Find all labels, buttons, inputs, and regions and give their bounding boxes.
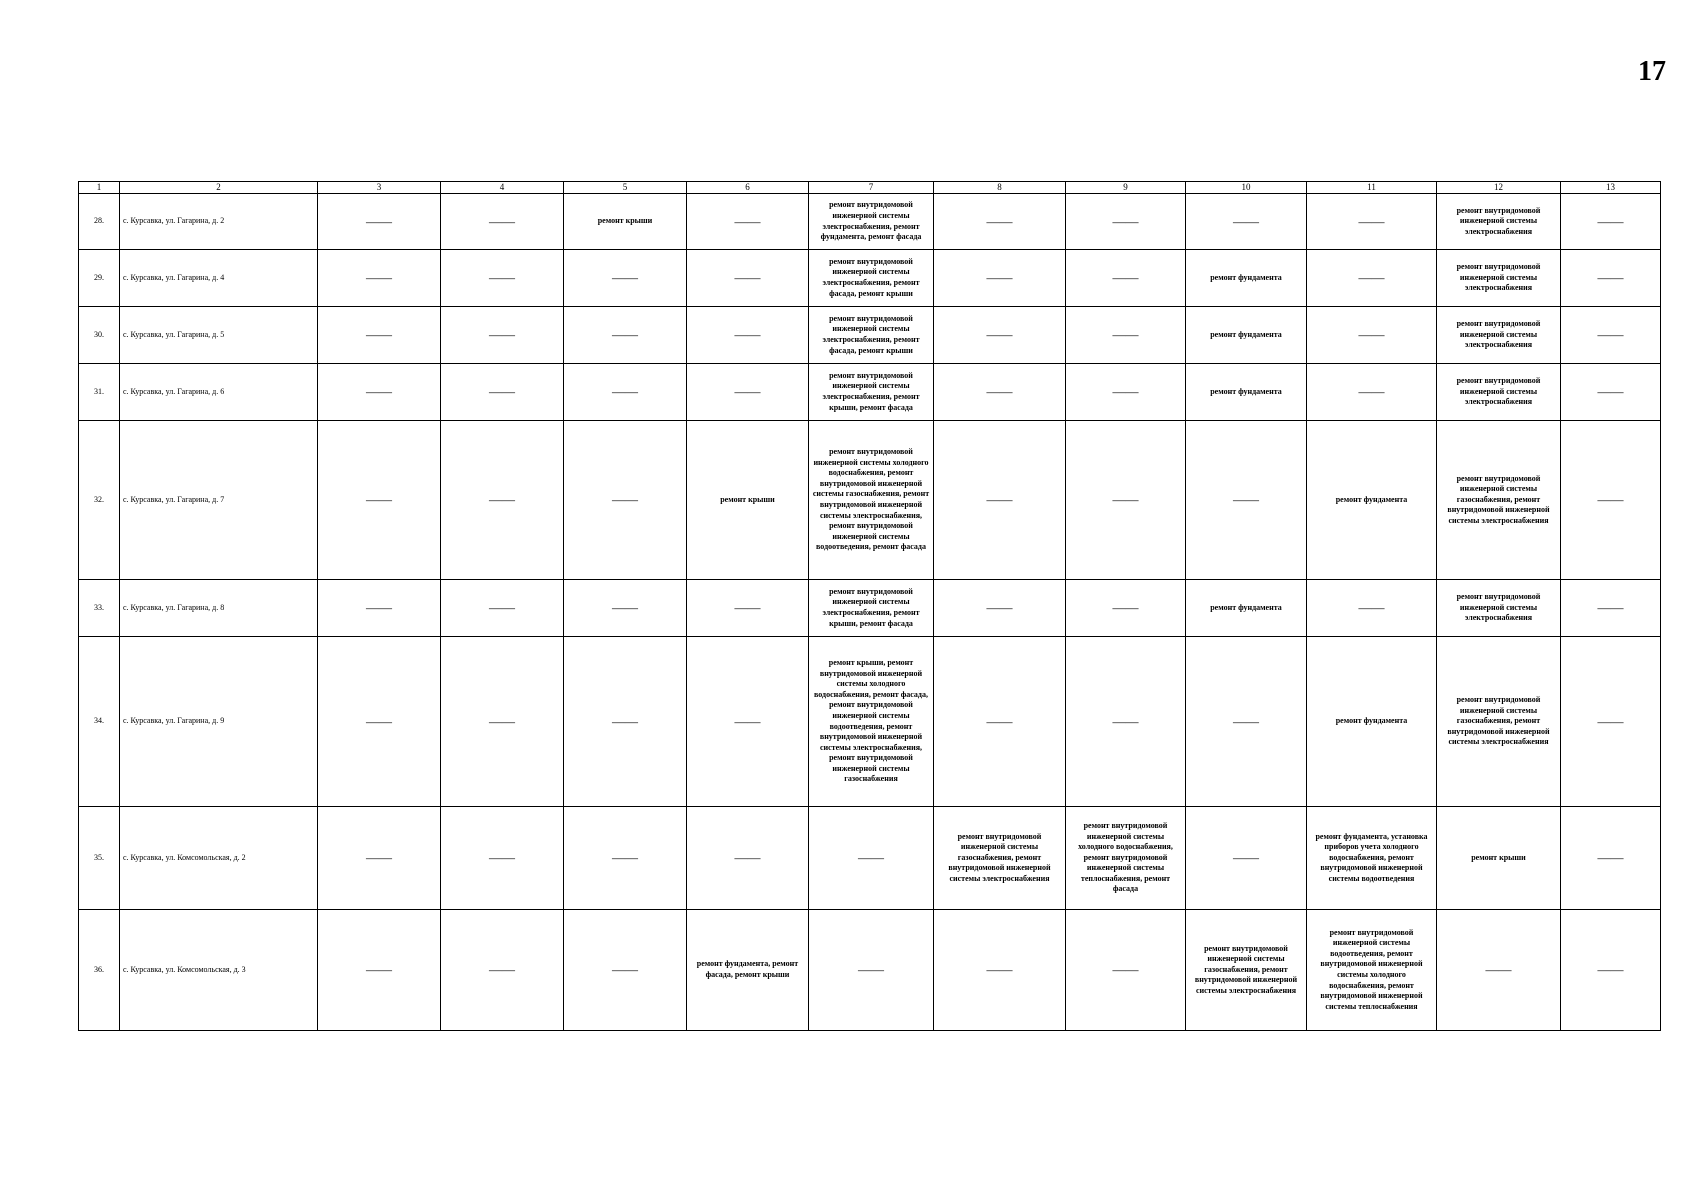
column-number: 6 <box>687 182 809 194</box>
table-row <box>79 307 1661 364</box>
empty-dash-cell: —— <box>1561 580 1661 637</box>
empty-dash-cell: —— <box>1307 364 1437 421</box>
empty-dash-cell: —— <box>564 580 687 637</box>
row-number: 36. <box>79 910 120 1031</box>
work-description-cell: ремонт внутридомовой инженерной системы газоснабжения, ремонт внутридомовой инженерной системы электроснабжения <box>1186 910 1307 1031</box>
empty-dash-cell: —— <box>934 580 1066 637</box>
empty-dash-cell: —— <box>318 250 441 307</box>
address-cell: с. Курсавка, ул. Гагарина, д. 8 <box>120 580 318 637</box>
empty-dash-cell: —— <box>1186 421 1307 580</box>
empty-dash-cell: —— <box>318 637 441 807</box>
empty-dash-cell: —— <box>1066 580 1186 637</box>
address-cell: с. Курсавка, ул. Гагарина, д. 2 <box>120 194 318 250</box>
row-number: 32. <box>79 421 120 580</box>
work-description-cell: ремонт фундамента, ремонт фасада, ремонт крыши <box>687 910 809 1031</box>
work-description-cell: ремонт внутридомовой инженерной системы электроснабжения <box>1437 250 1561 307</box>
empty-dash-cell: —— <box>1561 637 1661 807</box>
empty-dash-cell: —— <box>1307 250 1437 307</box>
address-cell: с. Курсавка, ул. Гагарина, д. 5 <box>120 307 318 364</box>
work-description-cell: ремонт фундамента <box>1186 250 1307 307</box>
empty-dash-cell: —— <box>1561 364 1661 421</box>
empty-dash-cell: —— <box>1561 807 1661 910</box>
work-description-cell: ремонт внутридомовой инженерной системы газоснабжения, ремонт внутридомовой инженерной системы электроснабжения <box>1437 637 1561 807</box>
work-description-cell: ремонт внутридомовой инженерной системы газоснабжения, ремонт внутридомовой инженерной системы электроснабжения <box>1437 421 1561 580</box>
empty-dash-cell: —— <box>934 250 1066 307</box>
work-description-cell: ремонт внутридомовой инженерной системы электроснабжения, ремонт крыши, ремонт фасада <box>809 580 934 637</box>
work-description-cell: ремонт фундамента, установка приборов учета холодного водоснабжения, ремонт внутридомовой инженерной системы водоотведения <box>1307 807 1437 910</box>
empty-dash-cell: —— <box>441 637 564 807</box>
empty-dash-cell: —— <box>564 307 687 364</box>
work-description-cell: ремонт внутридомовой инженерной системы электроснабжения <box>1437 194 1561 250</box>
empty-dash-cell: —— <box>687 250 809 307</box>
table-row <box>79 637 1661 807</box>
row-number: 33. <box>79 580 120 637</box>
empty-dash-cell: —— <box>809 807 934 910</box>
column-number: 12 <box>1437 182 1561 194</box>
empty-dash-cell: —— <box>687 194 809 250</box>
empty-dash-cell: —— <box>564 637 687 807</box>
row-number: 34. <box>79 637 120 807</box>
empty-dash-cell: —— <box>318 910 441 1031</box>
empty-dash-cell: —— <box>441 194 564 250</box>
work-description-cell: ремонт фундамента <box>1307 637 1437 807</box>
empty-dash-cell: —— <box>564 364 687 421</box>
work-description-cell: ремонт фундамента <box>1186 307 1307 364</box>
work-description-cell: ремонт крыши <box>1437 807 1561 910</box>
empty-dash-cell: —— <box>934 307 1066 364</box>
address-cell: с. Курсавка, ул. Гагарина, д. 6 <box>120 364 318 421</box>
empty-dash-cell: —— <box>1186 194 1307 250</box>
empty-dash-cell: —— <box>441 910 564 1031</box>
empty-dash-cell: —— <box>934 364 1066 421</box>
empty-dash-cell: —— <box>1066 250 1186 307</box>
row-number: 35. <box>79 807 120 910</box>
table-row <box>79 250 1661 307</box>
empty-dash-cell: —— <box>441 364 564 421</box>
empty-dash-cell: —— <box>1186 807 1307 910</box>
column-number: 2 <box>120 182 318 194</box>
page-number: 17 <box>1638 56 1666 87</box>
column-number: 5 <box>564 182 687 194</box>
repair-schedule-table <box>78 181 1661 1031</box>
empty-dash-cell: —— <box>1561 910 1661 1031</box>
empty-dash-cell: —— <box>934 637 1066 807</box>
work-description-cell: ремонт фундамента <box>1186 580 1307 637</box>
empty-dash-cell: —— <box>441 250 564 307</box>
work-description-cell: ремонт крыши <box>687 421 809 580</box>
column-number-row <box>79 182 1661 194</box>
work-description-cell: ремонт внутридомовой инженерной системы электроснабжения <box>1437 307 1561 364</box>
work-description-cell: ремонт внутридомовой инженерной системы газоснабжения, ремонт внутридомовой инженерной системы электроснабжения <box>934 807 1066 910</box>
empty-dash-cell: —— <box>1066 307 1186 364</box>
work-description-cell: ремонт внутридомовой инженерной системы электроснабжения, ремонт фасада, ремонт крыши <box>809 250 934 307</box>
empty-dash-cell: —— <box>1437 910 1561 1031</box>
address-cell: с. Курсавка, ул. Гагарина, д. 4 <box>120 250 318 307</box>
row-number: 31. <box>79 364 120 421</box>
empty-dash-cell: —— <box>1066 421 1186 580</box>
column-number: 4 <box>441 182 564 194</box>
column-number: 3 <box>318 182 441 194</box>
work-description-cell: ремонт внутридомовой инженерной системы водоотведения, ремонт внутридомовой инженерной системы холодного водоснабжения, ремонт внутридомовой инженерной системы теплоснабжения <box>1307 910 1437 1031</box>
empty-dash-cell: —— <box>318 194 441 250</box>
work-description-cell: ремонт крыши <box>564 194 687 250</box>
table-row <box>79 421 1661 580</box>
column-number: 13 <box>1561 182 1661 194</box>
empty-dash-cell: —— <box>1186 637 1307 807</box>
empty-dash-cell: —— <box>564 250 687 307</box>
empty-dash-cell: —— <box>687 364 809 421</box>
empty-dash-cell: —— <box>1561 194 1661 250</box>
row-number: 28. <box>79 194 120 250</box>
empty-dash-cell: —— <box>441 421 564 580</box>
empty-dash-cell: —— <box>1307 580 1437 637</box>
work-description-cell: ремонт фундамента <box>1186 364 1307 421</box>
empty-dash-cell: —— <box>1066 194 1186 250</box>
address-cell: с. Курсавка, ул. Комсомольская, д. 2 <box>120 807 318 910</box>
empty-dash-cell: —— <box>564 910 687 1031</box>
address-cell: с. Курсавка, ул. Гагарина, д. 7 <box>120 421 318 580</box>
address-cell: с. Курсавка, ул. Гагарина, д. 9 <box>120 637 318 807</box>
address-cell: с. Курсавка, ул. Комсомольская, д. 3 <box>120 910 318 1031</box>
row-number: 30. <box>79 307 120 364</box>
empty-dash-cell: —— <box>687 637 809 807</box>
empty-dash-cell: —— <box>1066 910 1186 1031</box>
empty-dash-cell: —— <box>318 580 441 637</box>
table-body <box>79 194 1661 1031</box>
column-number: 11 <box>1307 182 1437 194</box>
empty-dash-cell: —— <box>1066 637 1186 807</box>
empty-dash-cell: —— <box>318 364 441 421</box>
empty-dash-cell: —— <box>809 910 934 1031</box>
empty-dash-cell: —— <box>1561 250 1661 307</box>
empty-dash-cell: —— <box>934 910 1066 1031</box>
empty-dash-cell: —— <box>1307 307 1437 364</box>
work-description-cell: ремонт внутридомовой инженерной системы электроснабжения <box>1437 364 1561 421</box>
empty-dash-cell: —— <box>318 807 441 910</box>
empty-dash-cell: —— <box>934 421 1066 580</box>
column-number: 7 <box>809 182 934 194</box>
work-description-cell: ремонт фундамента <box>1307 421 1437 580</box>
row-number: 29. <box>79 250 120 307</box>
work-description-cell: ремонт крыши, ремонт внутридомовой инженерной системы холодного водоснабжения, ремонт фасада, ремонт внутридомовой инженерной системы водоотведения, ремонт внутридомовой инженерной системы электроснабжения, ремонт внутридомовой инженерной системы газоснабжения <box>809 637 934 807</box>
empty-dash-cell: —— <box>1561 307 1661 364</box>
empty-dash-cell: —— <box>687 807 809 910</box>
empty-dash-cell: —— <box>1307 194 1437 250</box>
empty-dash-cell: —— <box>318 307 441 364</box>
work-description-cell: ремонт внутридомовой инженерной системы электроснабжения, ремонт крыши, ремонт фасада <box>809 364 934 421</box>
table-row <box>79 364 1661 421</box>
table-row <box>79 194 1661 250</box>
column-number: 9 <box>1066 182 1186 194</box>
work-description-cell: ремонт внутридомовой инженерной системы холодного водоснабжения, ремонт внутридомовой инженерной системы газоснабжения, ремонт внутридомовой инженерной системы электроснабжения, ремонт внутридомовой инженерной системы водоотведения, ремонт фасада <box>809 421 934 580</box>
work-description-cell: ремонт внутридомовой инженерной системы электроснабжения, ремонт фундамента, ремонт фасада <box>809 194 934 250</box>
work-description-cell: ремонт внутридомовой инженерной системы электроснабжения <box>1437 580 1561 637</box>
empty-dash-cell: —— <box>934 194 1066 250</box>
empty-dash-cell: —— <box>318 421 441 580</box>
table-row <box>79 807 1661 910</box>
work-description-cell: ремонт внутридомовой инженерной системы холодного водоснабжения, ремонт внутридомовой инженерной системы теплоснабжения, ремонт фасада <box>1066 807 1186 910</box>
table-row <box>79 910 1661 1031</box>
column-number: 10 <box>1186 182 1307 194</box>
column-number: 1 <box>79 182 120 194</box>
empty-dash-cell: —— <box>687 580 809 637</box>
table-row <box>79 580 1661 637</box>
empty-dash-cell: —— <box>564 807 687 910</box>
empty-dash-cell: —— <box>441 807 564 910</box>
work-description-cell: ремонт внутридомовой инженерной системы электроснабжения, ремонт фасада, ремонт крыши <box>809 307 934 364</box>
empty-dash-cell: —— <box>441 580 564 637</box>
empty-dash-cell: —— <box>1561 421 1661 580</box>
empty-dash-cell: —— <box>687 307 809 364</box>
empty-dash-cell: —— <box>441 307 564 364</box>
empty-dash-cell: —— <box>564 421 687 580</box>
empty-dash-cell: —— <box>1066 364 1186 421</box>
column-number: 8 <box>934 182 1066 194</box>
